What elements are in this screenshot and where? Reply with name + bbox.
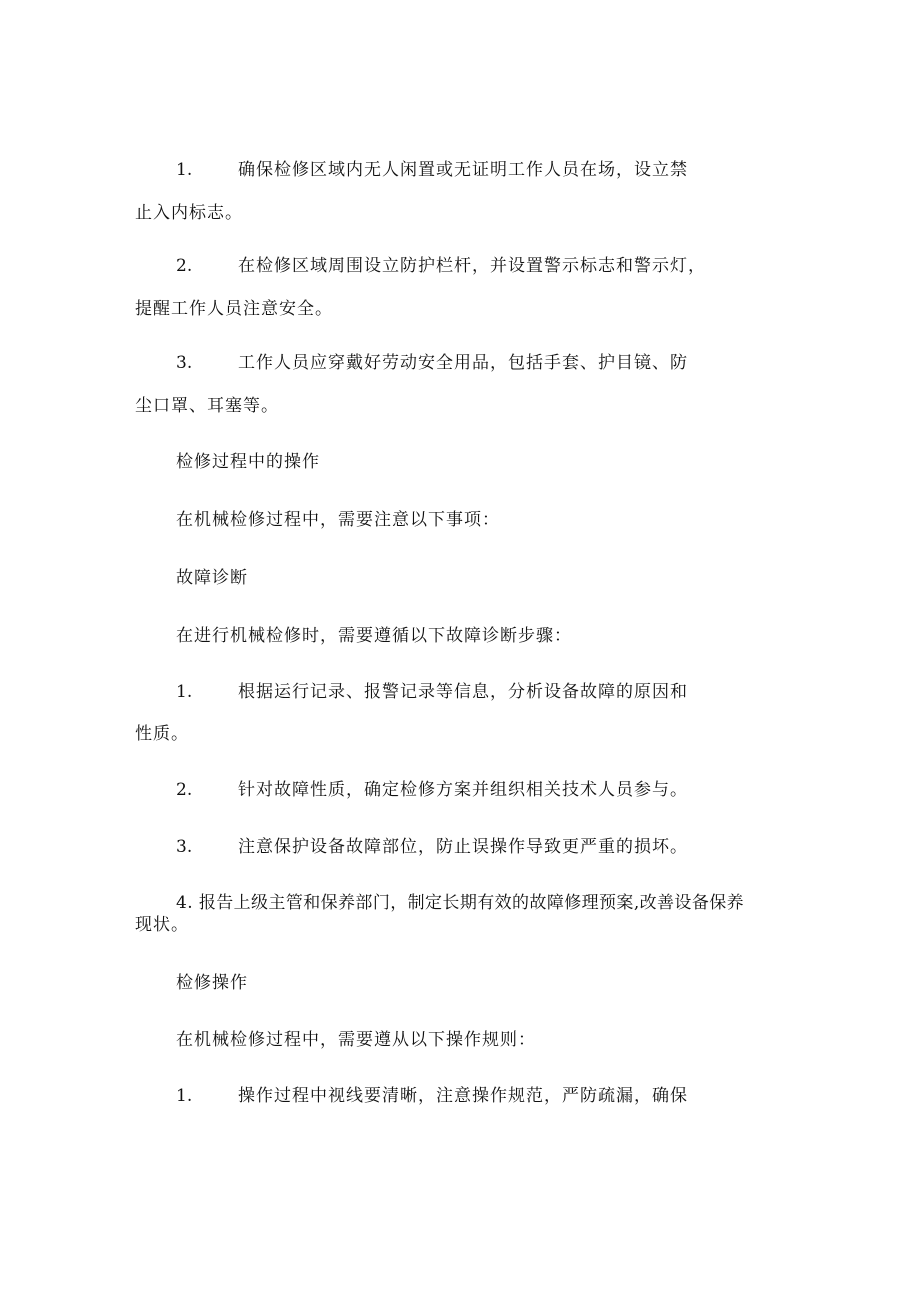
paragraph: 在进行机械检修时，需要遵循以下故障诊断步骤： — [176, 626, 572, 646]
list-number: 1. — [176, 682, 193, 702]
list-item-text: 在检修区域周围设立防护栏杆，并设置警示标志和警示灯， — [238, 256, 706, 276]
section-heading: 检修过程中的操作 — [176, 452, 320, 472]
list-item-text: 工作人员应穿戴好劳动安全用品，包括手套、护目镜、防 — [238, 353, 688, 373]
list-item-text: 针对故障性质，确定检修方案并组织相关技术人员参与。 — [238, 780, 688, 800]
list-number: 1. — [176, 160, 193, 180]
subsection-heading: 故障诊断 — [176, 568, 248, 588]
list-item-continuation: 止入内标志。 — [135, 203, 243, 223]
list-item-text: 操作过程中视线要清晰，注意操作规范，严防疏漏，确保 — [238, 1086, 688, 1106]
list-item-text: 4. 报告上级主管和保养部门，制定长期有效的故障修理预案,改善设备保养 — [176, 893, 745, 913]
list-number: 3. — [176, 353, 193, 373]
list-item-text: 根据运行记录、报警记录等信息，分析设备故障的原因和 — [238, 682, 688, 702]
list-item-continuation: 性质。 — [135, 724, 189, 744]
list-item-continuation: 提醒工作人员注意安全。 — [135, 299, 333, 319]
list-item-text: 确保检修区域内无人闲置或无证明工作人员在场，设立禁 — [238, 160, 688, 180]
list-number: 1. — [176, 1086, 193, 1106]
list-item-continuation: 现状。 — [135, 915, 189, 935]
list-number: 2. — [176, 256, 193, 276]
subsection-heading: 检修操作 — [176, 973, 248, 993]
paragraph: 在机械检修过程中，需要注意以下事项： — [176, 510, 500, 530]
paragraph: 在机械检修过程中，需要遵从以下操作规则： — [176, 1030, 536, 1050]
list-number: 2. — [176, 780, 193, 800]
list-number: 3. — [176, 837, 193, 857]
list-item-continuation: 尘口罩、耳塞等。 — [135, 396, 279, 416]
list-item-text: 注意保护设备故障部位，防止误操作导致更严重的损坏。 — [238, 837, 688, 857]
